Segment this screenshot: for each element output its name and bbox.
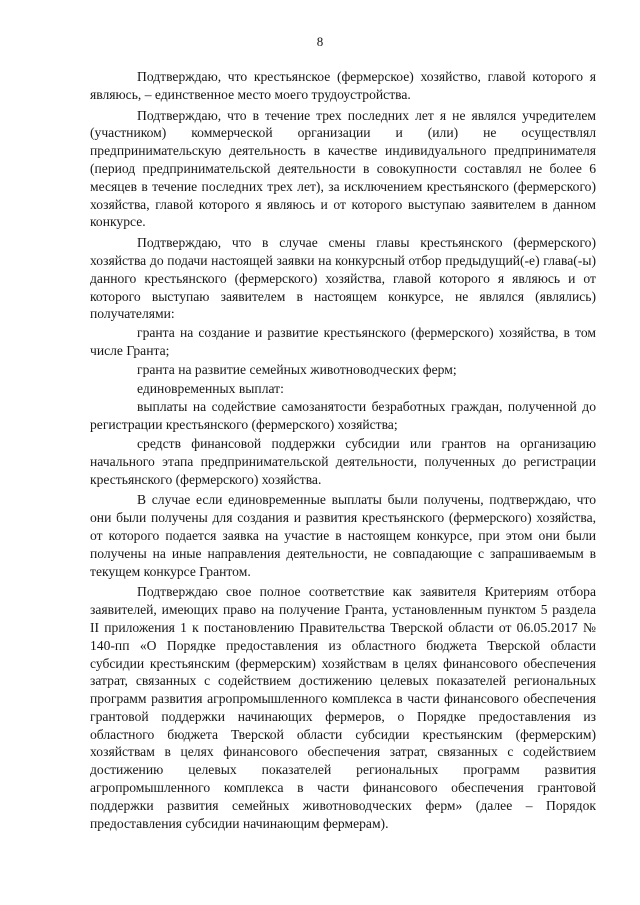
paragraph-criteria-compliance: Подтверждаю свое полное соответствие как заявителя Критериям отбора заявителей, имеющих право на получение Гранта, установленным пунктом 5 раздела II приложения 1 к постановлению Правительства Тверской области от 06.05.2017 № 140-пп «О Порядке предоставления из областного бюджета Тверской области субсидии крестьянским (фермерским) хозяйствам в целях финансового обеспечения затрат, связанных с содействием достижению целевых показателей региональных программ развития агропромышленного комплекса в части финансового обеспечения грантовой поддержки начинающих фермеров, о Порядке предоставления из областного бюджета Тверской области субсидии крестьянским (фермерским) хозяйствам в целях финансового обеспечения затрат, связанных с содействием достижению целевых показателей региональных программ развития агропромышленного комплекса в части финансового обеспечения грантовой поддержки развития семейных животноводческих ферм» (далее – Порядок предоставления субсидии начинающим фермерам).	[90, 584, 596, 831]
list-item-financial-support: средств финансовой поддержки субсидии или грантов на организацию начального этапа предпринимательской деятельности, полученных до регистрации крестьянского (фермерского) хозяйства.	[90, 435, 596, 487]
list-item-unemployment-payments: выплаты на содействие самозанятости безработных граждан, полученной до регистрации крестьянского (фермерского) хозяйства;	[90, 399, 596, 433]
document-body	[90, 68, 596, 832]
list-item-farm-grant: гранта на создание и развитие крестьянского (фермерского) хозяйства, в том числе Гранта;	[90, 325, 596, 358]
list-item-lump-sum-payments: единовременных выплат:	[137, 380, 284, 396]
page-number: 8	[316, 34, 324, 49]
paragraph-lump-sum-received: В случае если единовременные выплаты были получены, подтверждаю, что они были получены для создания и развития крестьянского (фермерского) хозяйства, от которого подается заявка на участие в настоящем конкурсе, при этом они были получены на иные направления деятельности, не совпадающие с запрашиваемым в текущем конкурсе Грантом.	[90, 492, 596, 579]
list-item-family-farm-grant: гранта на развитие семейных животноводческих ферм;	[137, 361, 457, 377]
paragraph-sole-employment: Подтверждаю, что крестьянское (фермерское) хозяйство, главой которого я являюсь, – единственное место моего трудоустройства.	[90, 69, 596, 102]
paragraph-previous-heads: Подтверждаю, что в случае смены главы крестьянского (фермерского) хозяйства до подачи настоящей заявки на конкурсный отбор предыдущий(-е) глава(-ы) данного крестьянского (фермерского) хозяйства, главой которого я являюсь и от которого выступаю заявителем в настоящем конкурсе, не являлся (являлись) получателями:	[90, 235, 596, 322]
paragraph-no-commercial-activity: Подтверждаю, что в течение трех последних лет я не являлся учредителем (участником) коммерческой организации и (или) не осуществлял предпринимательскую деятельность в качестве индивидуального предпринимателя (период предпринимательской деятельности в совокупности составлял не более 6 месяцев в течение последних трех лет), за исключением крестьянского (фермерского) хозяйства, главой которого я являюсь и от которого выступаю заявителем в данном конкурсе.	[90, 107, 596, 230]
